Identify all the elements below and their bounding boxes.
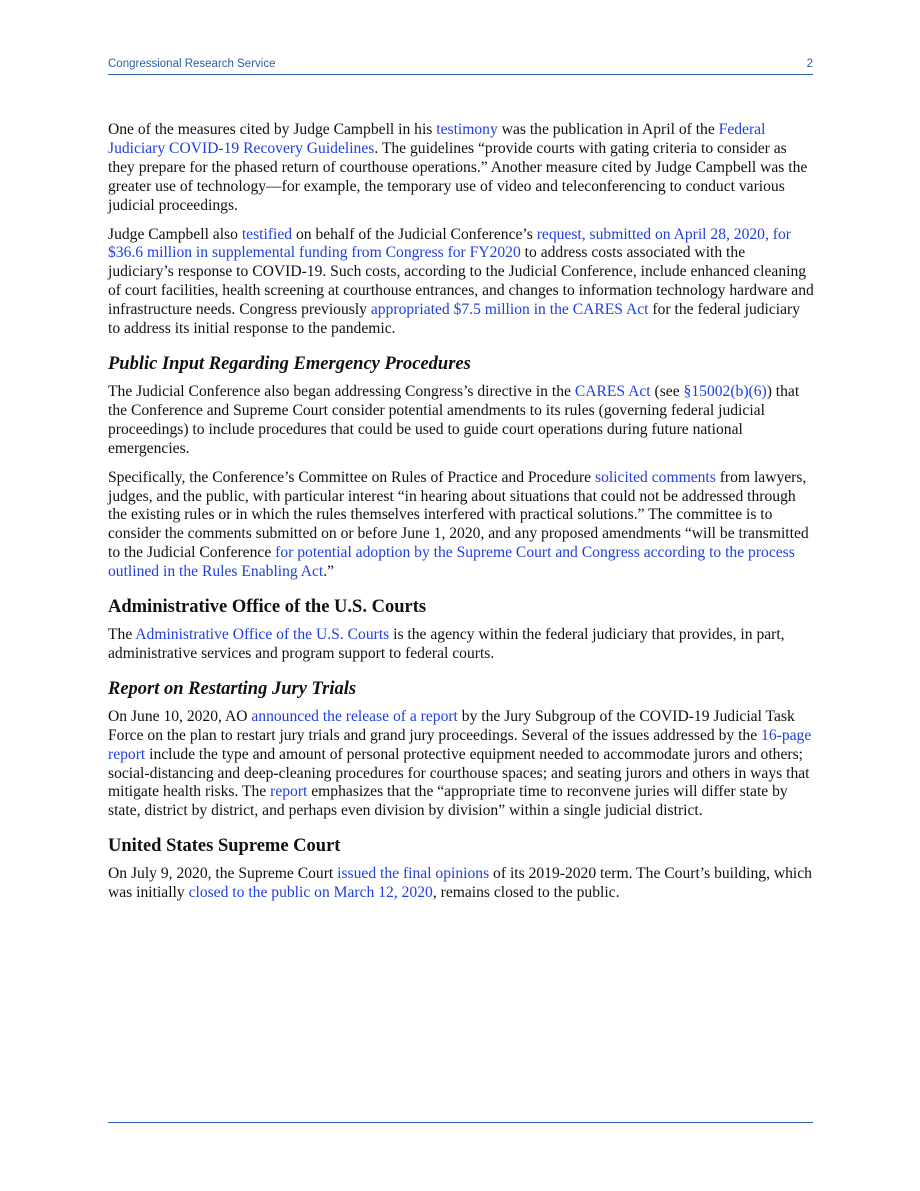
text-run: The Judicial Conference also began addressing Congress’s directive in the: [108, 382, 575, 400]
text-run: On June 10, 2020, AO: [108, 707, 252, 725]
page-header: [108, 58, 813, 74]
link-report[interactable]: report: [270, 783, 308, 801]
heading-public-input: Public Input Regarding Emergency Procedures: [108, 353, 471, 374]
paragraph-supreme-court: [108, 865, 814, 903]
link-cares-act[interactable]: CARES Act: [574, 382, 651, 400]
header-rule: [108, 74, 813, 75]
text-run: Specifically, the Conference’s Committee on Rules of Practice and Procedure: [108, 468, 595, 486]
paragraph-ao-description: [108, 626, 814, 664]
text-run: . The guidelines “provide courts with gating criteria to consider as they prepare for the phased return of courthouse operations.” Another measure cited by Judge Campbell was the greater use of technology—for example, the temporary use of video and teleconferencing to conduct various judicial proceedings.: [108, 139, 808, 214]
link-testified[interactable]: testified: [241, 225, 293, 243]
link-funding-request[interactable]: request, submitted on April 28, 2020, for $36.6 million in supplemental funding from Congress for FY2020: [108, 225, 791, 262]
text-run: .”: [323, 563, 335, 581]
link-testimony[interactable]: testimony: [436, 121, 498, 138]
text-run: from lawyers, judges, and the public, with particular interest “in hearing about situations that could not be addressed through the existing rules or in which the rules themselves interfered with practical solutions.” The committee is to consider the comments submitted on or before June 1, 2020, and any proposed amendments “will be transmitted to the Judicial Conference: [108, 468, 809, 562]
link-solicited-comments[interactable]: solicited comments: [595, 468, 716, 486]
text-run: One of the measures cited by Judge Campbell in his: [108, 121, 437, 138]
link-section-15002[interactable]: §15002(b)(6): [683, 382, 767, 400]
document-body: [108, 121, 814, 913]
text-run: on behalf of the Judicial Conference’s: [292, 225, 537, 243]
heading-administrative-office: Administrative Office of the U.S. Courts: [108, 597, 427, 618]
text-run: (see: [650, 382, 684, 400]
text-run: for the federal judiciary to address its initial response to the pandemic.: [108, 301, 801, 338]
text-run: to address costs associated with the judiciary’s response to COVID-19. Such costs, according to the Judicial Conference, include enhanced cleaning of court facilities, health screening at courthouse entrances, and changes to information technology hardware and infrastructure needs. Congress previously: [108, 244, 814, 319]
paragraph-campbell-measures: [108, 121, 814, 216]
text-run: was the publication in April of the: [497, 121, 719, 138]
paragraph-supplemental-funding: [108, 226, 814, 339]
text-run: emphasizes that the “appropriate time to reconvene juries will differ state by state, district by district, and perhaps even division by division” within a single judicial district.: [108, 783, 788, 820]
header-organization: Congressional Research Service: [108, 58, 276, 70]
paragraph-solicited-comments: [108, 469, 814, 582]
link-final-opinions[interactable]: issued the final opinions: [337, 865, 490, 883]
page-number: 2: [806, 58, 813, 70]
link-administrative-office[interactable]: Administrative Office of the U.S. Courts: [135, 626, 390, 644]
text-run: The: [108, 626, 136, 644]
text-run: ) that the Conference and Supreme Court consider potential amendments to its rules (governing federal judicial proceedings) to include procedures that could be used to guide court operations during future national emergencies.: [108, 382, 800, 457]
link-report-announcement[interactable]: announced the release of a report: [251, 707, 458, 725]
text-run: include the type and amount of personal protective equipment needed to accommodate jurors and others; social-distancing and deep-cleaning procedures for courthouse spaces; and seating jurors and others in ways that mitigate health risks. The: [108, 745, 810, 801]
text-run: Judge Campbell also: [108, 225, 242, 243]
paragraph-jury-report: [108, 708, 814, 821]
text-run: , remains closed to the public.: [432, 884, 620, 902]
link-rules-enabling-act[interactable]: for potential adoption by the Supreme Court and Congress according to the process outlined in the Rules Enabling Act: [108, 544, 795, 581]
footer-rule: [108, 1122, 813, 1123]
text-run: is the agency within the federal judiciary that provides, in part, administrative services and program support to federal courts.: [108, 626, 785, 662]
link-cares-appropriation[interactable]: appropriated $7.5 million in the CARES Act: [370, 301, 649, 319]
text-run: by the Jury Subgroup of the COVID-19 Judicial Task Force on the plan to restart jury trials and grand jury proceedings. Several of the issues addressed by the: [108, 707, 795, 744]
link-recovery-guidelines[interactable]: Federal Judiciary COVID-19 Recovery Guidelines: [108, 121, 766, 157]
heading-jury-trials: Report on Restarting Jury Trials: [108, 678, 357, 699]
link-court-closure[interactable]: closed to the public on March 12, 2020: [188, 884, 433, 902]
heading-supreme-court: United States Supreme Court: [108, 836, 341, 857]
link-16-page-report[interactable]: 16-page report: [108, 726, 812, 763]
text-run: of its 2019-2020 term. The Court’s building, which was initially: [108, 865, 812, 902]
text-run: On July 9, 2020, the Supreme Court: [108, 865, 338, 883]
paragraph-cares-directive: [108, 383, 814, 459]
